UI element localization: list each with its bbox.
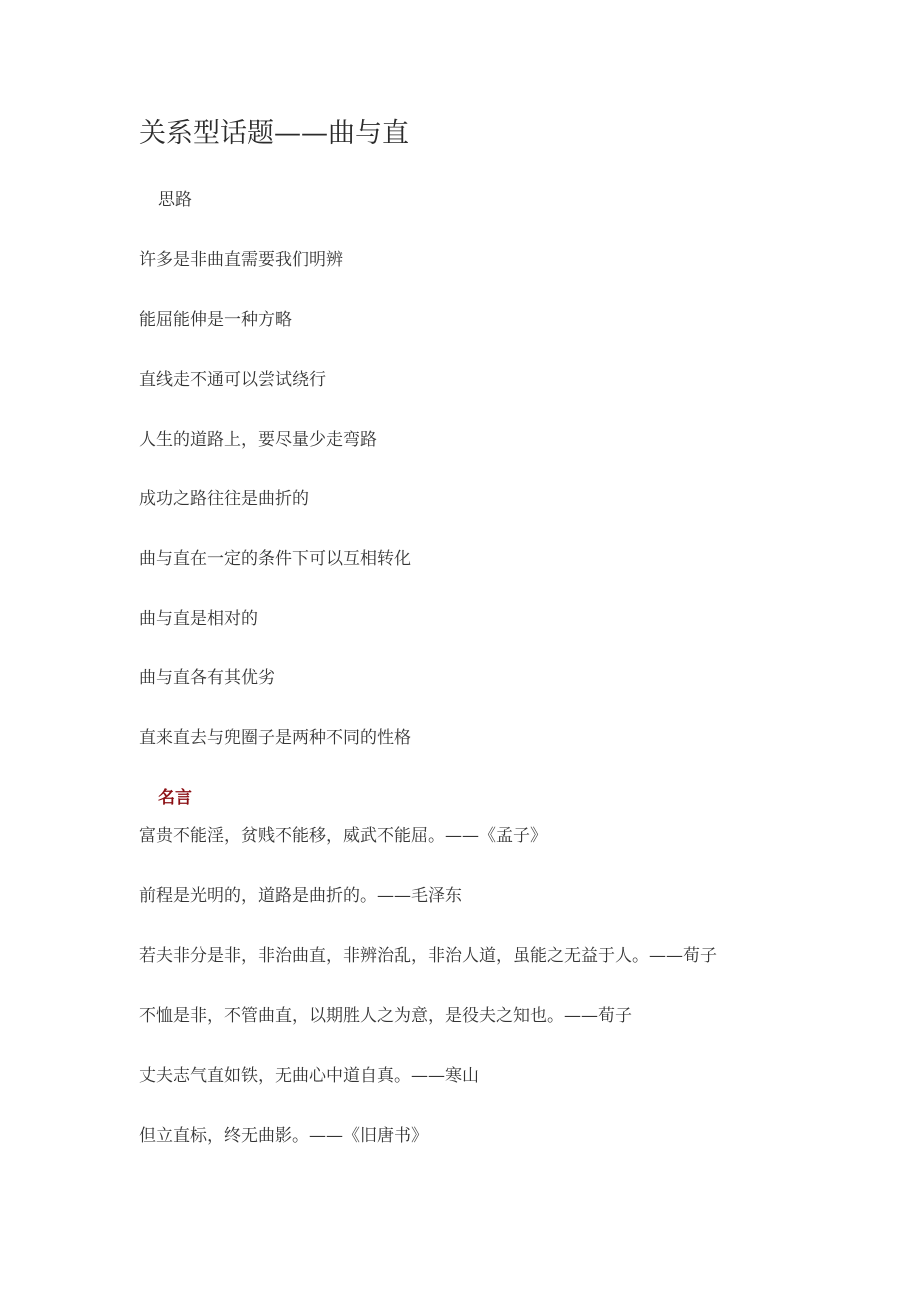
quote-item: 但立直标，终无曲影。——《旧唐书》	[139, 1126, 428, 1146]
idea-item: 人生的道路上，要尽量少走弯路	[139, 430, 377, 450]
quote-item: 富贵不能淫，贫贱不能移，威武不能屈。——《孟子》	[139, 826, 547, 846]
page-title: 关系型话题——曲与直	[139, 118, 409, 149]
quote-item: 若夫非分是非，非治曲直，非辨治乱，非治人道，虽能之无益于人。——荀子	[139, 946, 717, 966]
section-heading-ideas: 思路	[158, 190, 192, 210]
idea-item: 直线走不通可以尝试绕行	[139, 370, 326, 390]
idea-item: 曲与直各有其优劣	[139, 668, 275, 688]
quote-item: 前程是光明的，道路是曲折的。——毛泽东	[139, 886, 462, 906]
idea-item: 成功之路往往是曲折的	[139, 489, 309, 509]
idea-item: 曲与直在一定的条件下可以互相转化	[139, 549, 411, 569]
idea-item: 直来直去与兜圈子是两种不同的性格	[139, 728, 411, 748]
idea-item: 能屈能伸是一种方略	[139, 310, 292, 330]
section-heading-quotes: 名言	[158, 788, 192, 808]
quote-item: 丈夫志气直如铁，无曲心中道自真。——寒山	[139, 1066, 479, 1086]
quote-item: 不恤是非，不管曲直，以期胜人之为意，是役夫之知也。——荀子	[139, 1006, 632, 1026]
idea-item: 曲与直是相对的	[139, 609, 258, 629]
idea-item: 许多是非曲直需要我们明辨	[139, 250, 343, 270]
